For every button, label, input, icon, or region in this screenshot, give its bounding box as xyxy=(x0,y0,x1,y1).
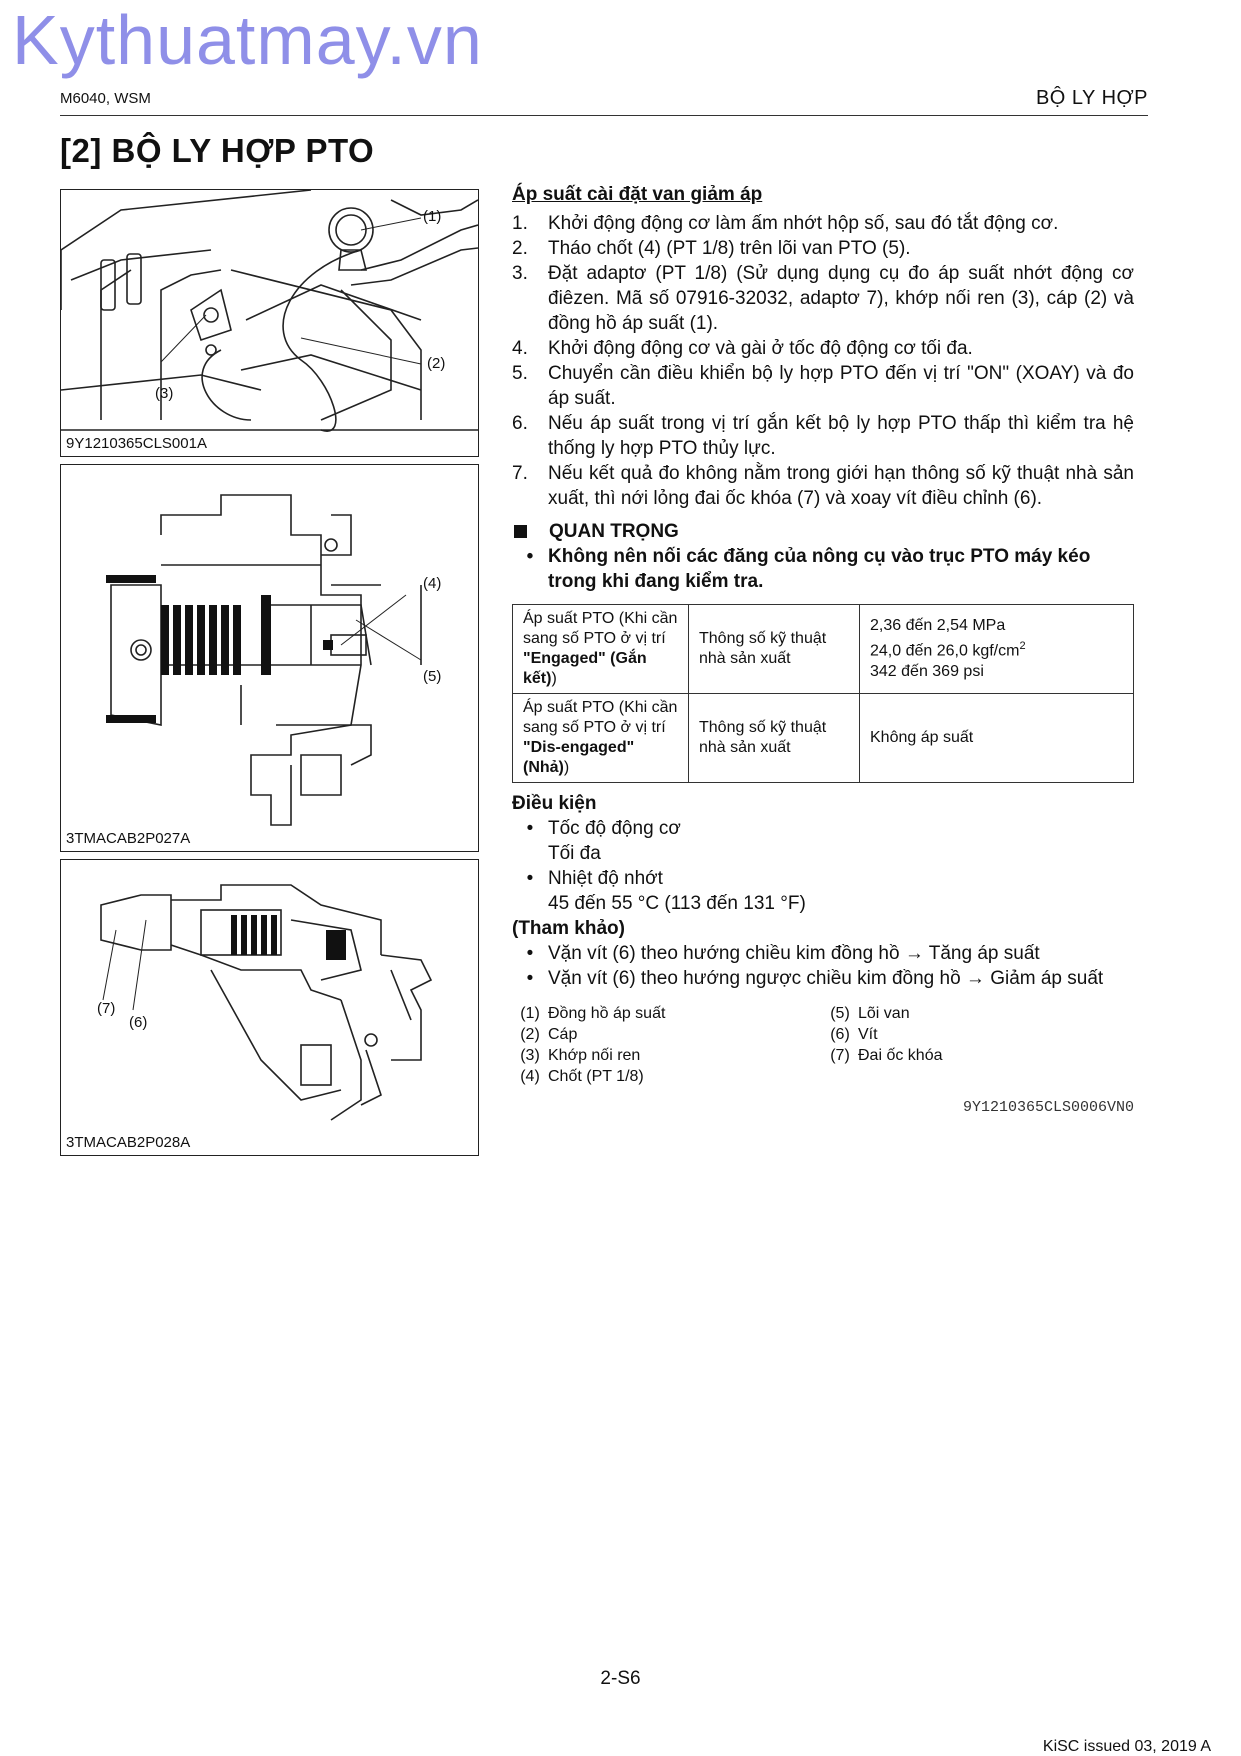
legend-number: (4) xyxy=(520,1068,540,1085)
table-row xyxy=(513,694,1134,783)
important-label: QUAN TRỌNG xyxy=(549,521,679,542)
legend-item xyxy=(822,1024,1132,1045)
subheading: Áp suất cài đặt van giảm áp xyxy=(512,184,763,205)
step-number: 5. xyxy=(512,363,528,384)
table-row xyxy=(513,605,1134,694)
step-text: Nếu áp suất trong vị trí gắn kết bộ ly hợp PTO thấp thì kiểm tra hệ thống ly hợp PTO thủy lực. xyxy=(548,413,1134,459)
legend-item xyxy=(512,1003,822,1024)
legend-number: (5) xyxy=(830,1005,850,1022)
legend-text: Đai ốc khóa xyxy=(858,1047,943,1064)
figure-pto-valve-section xyxy=(60,464,479,852)
bullet-icon: • xyxy=(526,868,534,889)
legend-number: (3) xyxy=(520,1047,540,1064)
bullet-icon: • xyxy=(526,943,534,964)
figure-pressure-gauge-setup xyxy=(60,189,479,457)
condition-label: Tốc độ động cơ xyxy=(548,818,681,839)
legend-item xyxy=(512,1066,822,1087)
step-item xyxy=(512,261,1134,336)
step-number: 1. xyxy=(512,213,528,234)
legend-text: Vít xyxy=(858,1026,878,1043)
condition-value: Tối đa xyxy=(548,843,601,864)
legend-text: Khớp nối ren xyxy=(548,1047,641,1064)
step-text: Khởi động động cơ làm ấm nhớt hộp số, sau đó tắt động cơ. xyxy=(548,213,1059,234)
figure-relief-valve-adjust xyxy=(60,859,479,1156)
spec-table xyxy=(512,604,1134,783)
step-number: 4. xyxy=(512,338,528,359)
callout-5: (5) xyxy=(423,668,442,685)
bullet-icon: • xyxy=(526,968,534,989)
legend-text: Cáp xyxy=(548,1026,578,1043)
square-bullet-icon xyxy=(514,525,527,538)
header-divider xyxy=(60,115,1148,116)
condition-tail: ) xyxy=(551,670,557,687)
legend-text: Lõi van xyxy=(858,1005,910,1022)
callout-4: (4) xyxy=(423,575,442,592)
step-item xyxy=(512,411,1134,461)
step-number: 6. xyxy=(512,413,528,434)
spec-value: 2,36 đến 2,54 MPa xyxy=(870,617,1006,635)
step-item xyxy=(512,461,1134,511)
legend-item xyxy=(822,1045,1132,1066)
condition-line: Áp suất PTO (Khi cần xyxy=(523,699,678,716)
condition-item xyxy=(512,866,1134,891)
step-number: 7. xyxy=(512,463,528,484)
spec-label-cell: Thông số kỹ thuật nhà sản xuất xyxy=(689,605,860,694)
gauge-setup-illustration xyxy=(61,190,478,456)
condition-line: sang số PTO ở vị trí xyxy=(523,719,666,736)
step-number: 2. xyxy=(512,238,528,259)
important-text: Không nên nối các đăng của nông cụ vào trục PTO máy kéo trong khi đang kiểm tra. xyxy=(548,546,1091,592)
issue-info: KiSC issued 03, 2019 A xyxy=(1042,1738,1211,1755)
procedure-content xyxy=(512,182,1134,1120)
bullet-icon: • xyxy=(526,818,534,839)
step-text: Tháo chốt (4) (PT 1/8) trên lõi van PTO (5). xyxy=(548,238,911,259)
step-item xyxy=(512,336,1134,361)
procedure-steps xyxy=(512,211,1134,511)
header-model: M6040, WSM xyxy=(60,90,151,107)
legend-text: Đồng hồ áp suất xyxy=(548,1005,666,1022)
condition-cell xyxy=(513,694,689,783)
relief-valve-illustration xyxy=(61,860,478,1155)
legend-text: Chốt (PT 1/8) xyxy=(548,1068,644,1085)
header-chapter: BỘ LY HỢP xyxy=(1035,87,1148,109)
condition-label: Nhiệt độ nhớt xyxy=(548,868,663,889)
spec-value-cell xyxy=(860,605,1134,694)
condition-line: Áp suất PTO (Khi cần xyxy=(523,610,678,627)
important-notice xyxy=(512,519,1134,594)
step-number: 3. xyxy=(512,263,528,284)
condition-value: 45 đến 55 °C (113 đến 131 °F) xyxy=(548,893,806,914)
spec-value-cell: Không áp suất xyxy=(860,694,1134,783)
step-text: Đặt adaptơ (PT 1/8) (Sử dụng dụng cụ đo áp suất nhớt động cơ điêzen. Mã số 07916-32032, adaptơ 7), khớp nối ren (3), cáp (2) và đồng hồ áp suất (1). xyxy=(548,263,1134,334)
legend-number: (2) xyxy=(520,1026,540,1043)
reference-item xyxy=(512,941,1134,966)
bullet-icon: • xyxy=(526,546,534,567)
callout-2: (2) xyxy=(427,355,446,372)
spec-value: 342 đến 369 psi xyxy=(870,662,984,680)
spec-value: 24,0 đến 26,0 kgf/cm xyxy=(870,642,1020,660)
step-text: Khởi động động cơ và gài ở tốc độ động cơ tối đa. xyxy=(548,338,973,359)
step-text: Chuyển cần điều khiển bộ ly hợp PTO đến vị trí "ON" (XOAY) và đo áp suất. xyxy=(548,363,1134,409)
condition-item xyxy=(512,816,1134,841)
legend-item xyxy=(512,1024,822,1045)
callout-3: (3) xyxy=(155,385,174,402)
step-text: Nếu kết quả đo không nằm trong giới hạn thông số kỹ thuật nhà sản xuất, thì nới lỏng đai ốc khóa (7) và xoay vít điều chỉnh (6). xyxy=(548,463,1134,509)
legend-item xyxy=(822,1003,1132,1024)
section-title: [2] BỘ LY HỢP PTO xyxy=(60,132,375,169)
reference-text: Vặn vít (6) theo hướng ngược chiều kim đồng hồ → Giảm áp suất xyxy=(548,968,1104,989)
callout-1: (1) xyxy=(423,208,442,225)
figure-2-caption: 3TMACAB2P027A xyxy=(66,830,191,847)
conditions-heading: Điều kiện xyxy=(512,793,597,814)
condition-cell xyxy=(513,605,689,694)
spec-label-cell: Thông số kỹ thuật nhà sản xuất xyxy=(689,694,860,783)
legend-number: (6) xyxy=(830,1026,850,1043)
page-number: 2-S6 xyxy=(600,1668,641,1689)
spec-value-superscript: 2 xyxy=(1019,640,1026,653)
condition-state: "Dis-engaged" (Nhả) xyxy=(523,739,635,776)
step-item xyxy=(512,361,1134,411)
watermark: Kythuatmay.vn xyxy=(12,1,483,79)
condition-state: "Engaged" (Gắn kết) xyxy=(523,650,647,687)
figure-1-caption: 9Y1210365CLS001A xyxy=(66,435,207,452)
document-code: 9Y1210365CLS0006VN0 xyxy=(962,1099,1134,1116)
pto-valve-cross-section xyxy=(61,465,478,851)
condition-tail: ) xyxy=(563,759,570,776)
reference-item xyxy=(512,966,1134,991)
step-item xyxy=(512,211,1134,236)
callout-7: (7) xyxy=(97,1000,116,1017)
condition-line: sang số PTO ở vị trí xyxy=(523,630,666,647)
reference-text: Vặn vít (6) theo hướng chiều kim đồng hồ → Tăng áp suất xyxy=(548,943,1040,964)
callout-6: (6) xyxy=(129,1014,148,1031)
parts-legend xyxy=(512,1003,1134,1087)
legend-item xyxy=(512,1045,822,1066)
figure-3-caption: 3TMACAB2P028A xyxy=(66,1134,191,1151)
legend-number: (7) xyxy=(830,1047,850,1064)
reference-heading: (Tham khảo) xyxy=(512,918,625,939)
legend-number: (1) xyxy=(520,1005,540,1022)
step-item xyxy=(512,236,1134,261)
